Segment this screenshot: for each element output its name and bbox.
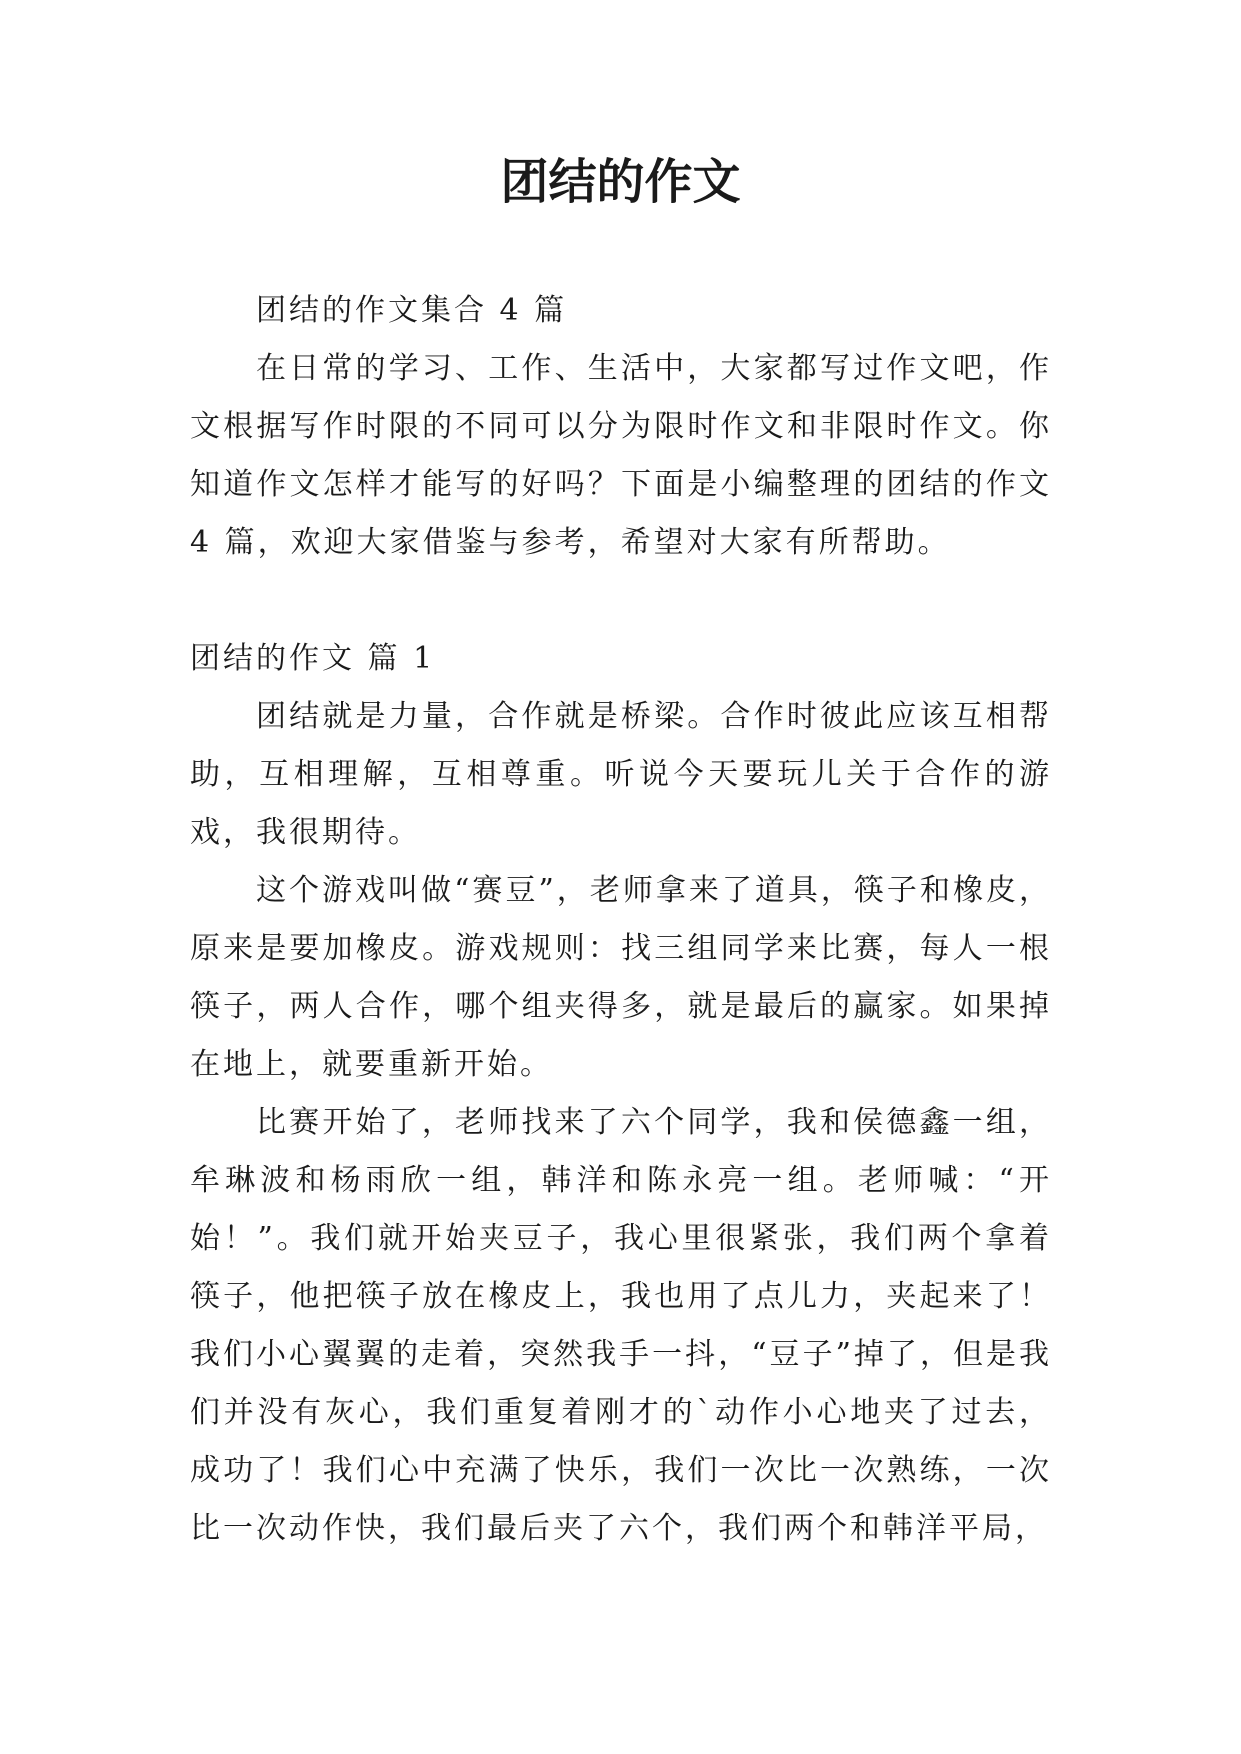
intro-paragraph: 在日常的学习、工作、生活中，大家都写过作文吧，作文根据写作时限的不同可以分为限时作文和非限时作文。你知道作文怎样才能写的好吗？下面是小编整理的团结的作文 4 篇，欢迎大家借鉴与参考，希望对大家有所帮助。 xyxy=(190,351,1052,560)
body-paragraph-1: 团结就是力量，合作就是桥梁。合作时彼此应该互相帮助，互相理解，互相尊重。听说今天要玩儿关于合作的游戏，我很期待。 xyxy=(190,699,1052,850)
body-paragraph-2: 这个游戏叫做“赛豆”，老师拿来了道具，筷子和橡皮，原来是要加橡皮。游戏规则：找三组同学来比赛，每人一根筷子，两人合作，哪个组夹得多，就是最后的赢家。如果掉在地上，就要重新开始。 xyxy=(190,873,1052,1082)
document-subtitle: 团结的作文集合 4 篇 xyxy=(256,293,568,328)
document-body xyxy=(190,282,1052,1558)
page-title: 团结的作文 xyxy=(500,154,741,210)
body-paragraph-3: 比赛开始了，老师找来了六个同学，我和侯德鑫一组，牟琳波和杨雨欣一组，韩洋和陈永亮一组。老师喊：“开始！”。我们就开始夹豆子，我心里很紧张，我们两个拿着筷子，他把筷子放在橡皮上，我也用了点儿力，夹起来了！我们小心翼翼的走着，突然我手一抖，“豆子”掉了，但是我们并没有灰心，我们重复着刚才的`动作小心地夹了过去，成功了！我们心中充满了快乐，我们一次比一次熟练，一次比一次动作快，我们最后夹了六个，我们两个和韩洋平局， xyxy=(190,1105,1052,1546)
section-heading: 团结的作文 篇 1 xyxy=(190,641,436,676)
